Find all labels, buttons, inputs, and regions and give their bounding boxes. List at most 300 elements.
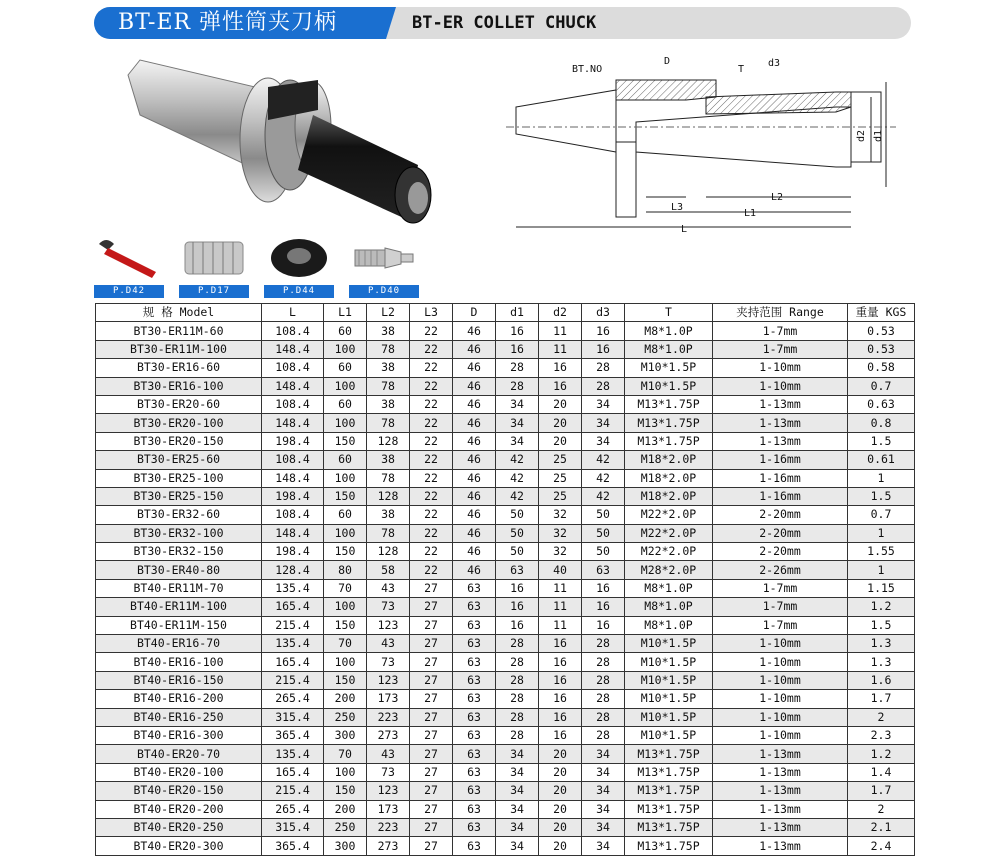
table-cell: 27 bbox=[410, 579, 453, 597]
table-cell: 16 bbox=[539, 653, 582, 671]
table-cell: 16 bbox=[496, 322, 539, 340]
table-cell: 16 bbox=[496, 616, 539, 634]
table-cell: 73 bbox=[367, 653, 410, 671]
table-cell: 34 bbox=[496, 745, 539, 763]
table-cell: 34 bbox=[496, 414, 539, 432]
table-cell: 42 bbox=[496, 469, 539, 487]
table-cell: M13*1.75P bbox=[625, 800, 713, 818]
table-cell: 22 bbox=[410, 524, 453, 542]
table-cell: 1-16mm bbox=[713, 487, 848, 505]
table-row bbox=[96, 395, 915, 413]
table-cell: 1.7 bbox=[848, 690, 915, 708]
table-cell: 250 bbox=[324, 708, 367, 726]
table-cell: 28 bbox=[582, 635, 625, 653]
table-cell: 27 bbox=[410, 837, 453, 855]
table-cell: 273 bbox=[367, 726, 410, 744]
table-row bbox=[96, 487, 915, 505]
table-cell: 1.5 bbox=[848, 487, 915, 505]
table-cell: 148.4 bbox=[262, 377, 324, 395]
table-cell: 34 bbox=[496, 782, 539, 800]
table-cell: 43 bbox=[367, 635, 410, 653]
table-cell: 0.58 bbox=[848, 359, 915, 377]
table-cell: BT40-ER16-70 bbox=[96, 635, 262, 653]
table-cell: M13*1.75P bbox=[625, 837, 713, 855]
label-d2: d2 bbox=[856, 129, 867, 142]
table-cell: BT30-ER25-150 bbox=[96, 487, 262, 505]
table-cell: 25 bbox=[539, 487, 582, 505]
table-cell: 1.3 bbox=[848, 635, 915, 653]
table-cell: 28 bbox=[496, 708, 539, 726]
table-cell: 128 bbox=[367, 432, 410, 450]
table-cell: 42 bbox=[496, 451, 539, 469]
table-cell: 27 bbox=[410, 653, 453, 671]
table-cell: 108.4 bbox=[262, 451, 324, 469]
wrench-icon bbox=[94, 236, 164, 280]
table-cell: 1-7mm bbox=[713, 616, 848, 634]
table-row bbox=[96, 340, 915, 358]
table-cell: 2.1 bbox=[848, 818, 915, 836]
table-cell: 1-16mm bbox=[713, 451, 848, 469]
table-cell: 50 bbox=[496, 524, 539, 542]
table-cell: 63 bbox=[582, 561, 625, 579]
table-cell: 2 bbox=[848, 800, 915, 818]
table-cell: 28 bbox=[582, 377, 625, 395]
table-cell: 100 bbox=[324, 763, 367, 781]
table-cell: BT40-ER16-100 bbox=[96, 653, 262, 671]
table-row bbox=[96, 763, 915, 781]
table-cell: 0.61 bbox=[848, 451, 915, 469]
label-L1: L1 bbox=[744, 208, 757, 219]
table-cell: 27 bbox=[410, 635, 453, 653]
table-row bbox=[96, 837, 915, 855]
table-cell: 34 bbox=[582, 395, 625, 413]
table-cell: 28 bbox=[582, 359, 625, 377]
table-cell: 28 bbox=[496, 377, 539, 395]
table-cell: 42 bbox=[582, 469, 625, 487]
table-cell: 223 bbox=[367, 818, 410, 836]
table-cell: 46 bbox=[453, 359, 496, 377]
table-cell: BT30-ER25-100 bbox=[96, 469, 262, 487]
table-cell: 27 bbox=[410, 745, 453, 763]
table-cell: 22 bbox=[410, 432, 453, 450]
table-cell: 27 bbox=[410, 708, 453, 726]
table-row bbox=[96, 726, 915, 744]
table-cell: 0.63 bbox=[848, 395, 915, 413]
table-cell: 16 bbox=[496, 598, 539, 616]
col-range: 夹持范围 Range bbox=[713, 304, 848, 322]
table-row bbox=[96, 671, 915, 689]
table-cell: BT40-ER11M-100 bbox=[96, 598, 262, 616]
table-cell: M13*1.75P bbox=[625, 395, 713, 413]
table-cell: M13*1.75P bbox=[625, 414, 713, 432]
table-cell: 46 bbox=[453, 487, 496, 505]
label-bt-no: BT.NO bbox=[572, 64, 603, 75]
accessory-wrench: P.D42 bbox=[94, 236, 164, 296]
table-cell: 27 bbox=[410, 671, 453, 689]
table-cell: BT30-ER32-60 bbox=[96, 506, 262, 524]
table-cell: 315.4 bbox=[262, 818, 324, 836]
table-cell: 200 bbox=[324, 690, 367, 708]
table-cell: 273 bbox=[367, 837, 410, 855]
table-cell: 63 bbox=[453, 598, 496, 616]
table-cell: 1.2 bbox=[848, 745, 915, 763]
table-cell: 22 bbox=[410, 395, 453, 413]
table-cell: 198.4 bbox=[262, 543, 324, 561]
nut-icon bbox=[264, 236, 334, 280]
table-cell: 16 bbox=[539, 377, 582, 395]
table-cell: 78 bbox=[367, 377, 410, 395]
table-cell: BT40-ER11M-150 bbox=[96, 616, 262, 634]
table-cell: 16 bbox=[496, 340, 539, 358]
table-cell: 1.6 bbox=[848, 671, 915, 689]
table-cell: 198.4 bbox=[262, 487, 324, 505]
table-cell: M10*1.5P bbox=[625, 359, 713, 377]
table-cell: 50 bbox=[582, 506, 625, 524]
table-cell: M10*1.5P bbox=[625, 690, 713, 708]
table-row bbox=[96, 635, 915, 653]
table-cell: 46 bbox=[453, 506, 496, 524]
table-cell: 20 bbox=[539, 745, 582, 763]
table-cell: 27 bbox=[410, 616, 453, 634]
label-T: T bbox=[738, 64, 745, 75]
table-cell: M8*1.0P bbox=[625, 616, 713, 634]
table-cell: 50 bbox=[582, 543, 625, 561]
table-cell: 1-7mm bbox=[713, 579, 848, 597]
table-cell: 148.4 bbox=[262, 340, 324, 358]
table-cell: 27 bbox=[410, 598, 453, 616]
table-cell: 11 bbox=[539, 598, 582, 616]
table-cell: 16 bbox=[496, 579, 539, 597]
table-cell: 27 bbox=[410, 782, 453, 800]
table-row bbox=[96, 506, 915, 524]
table-cell: 80 bbox=[324, 561, 367, 579]
table-cell: 34 bbox=[582, 414, 625, 432]
table-cell: 0.7 bbox=[848, 377, 915, 395]
table-cell: 0.8 bbox=[848, 414, 915, 432]
table-cell: 16 bbox=[582, 579, 625, 597]
table-cell: BT40-ER20-70 bbox=[96, 745, 262, 763]
table-cell: BT40-ER16-250 bbox=[96, 708, 262, 726]
table-cell: 1-10mm bbox=[713, 708, 848, 726]
col-d3: d3 bbox=[582, 304, 625, 322]
table-cell: 34 bbox=[496, 837, 539, 855]
table-cell: 2-26mm bbox=[713, 561, 848, 579]
table-cell: 34 bbox=[496, 432, 539, 450]
table-cell: 42 bbox=[496, 487, 539, 505]
table-cell: BT40-ER20-100 bbox=[96, 763, 262, 781]
table-cell: 16 bbox=[582, 322, 625, 340]
table-cell: 1.5 bbox=[848, 432, 915, 450]
spec-table bbox=[95, 303, 915, 856]
table-cell: BT30-ER16-100 bbox=[96, 377, 262, 395]
table-cell: 1-10mm bbox=[713, 653, 848, 671]
table-cell: 128 bbox=[367, 543, 410, 561]
table-cell: 1 bbox=[848, 469, 915, 487]
table-cell: M18*2.0P bbox=[625, 469, 713, 487]
table-cell: 22 bbox=[410, 487, 453, 505]
table-cell: 100 bbox=[324, 653, 367, 671]
table-cell: 1.15 bbox=[848, 579, 915, 597]
table-row bbox=[96, 690, 915, 708]
table-cell: 78 bbox=[367, 524, 410, 542]
table-cell: M10*1.5P bbox=[625, 653, 713, 671]
col-weight: 重量 KGS bbox=[848, 304, 915, 322]
table-cell: 1.4 bbox=[848, 763, 915, 781]
table-cell: 0.7 bbox=[848, 506, 915, 524]
table-cell: 27 bbox=[410, 800, 453, 818]
table-cell: 215.4 bbox=[262, 616, 324, 634]
col-d1: d1 bbox=[496, 304, 539, 322]
table-cell: M8*1.0P bbox=[625, 340, 713, 358]
table-cell: M18*2.0P bbox=[625, 451, 713, 469]
table-cell: 1.3 bbox=[848, 653, 915, 671]
table-cell: 215.4 bbox=[262, 782, 324, 800]
table-cell: 1-10mm bbox=[713, 671, 848, 689]
table-cell: 2 bbox=[848, 708, 915, 726]
table-cell: 100 bbox=[324, 414, 367, 432]
table-cell: 22 bbox=[410, 469, 453, 487]
table-cell: 100 bbox=[324, 469, 367, 487]
table-cell: 22 bbox=[410, 506, 453, 524]
table-cell: 1 bbox=[848, 561, 915, 579]
table-cell: M8*1.0P bbox=[625, 598, 713, 616]
table-cell: 46 bbox=[453, 432, 496, 450]
table-cell: BT40-ER16-150 bbox=[96, 671, 262, 689]
col-L1: L1 bbox=[324, 304, 367, 322]
table-cell: 148.4 bbox=[262, 469, 324, 487]
table-cell: 63 bbox=[453, 763, 496, 781]
col-d2: d2 bbox=[539, 304, 582, 322]
table-cell: 46 bbox=[453, 395, 496, 413]
col-model: 规 格 Model bbox=[96, 304, 262, 322]
table-cell: 108.4 bbox=[262, 322, 324, 340]
table-row bbox=[96, 708, 915, 726]
table-cell: 16 bbox=[582, 598, 625, 616]
table-cell: 63 bbox=[453, 635, 496, 653]
table-cell: 198.4 bbox=[262, 432, 324, 450]
table-row bbox=[96, 782, 915, 800]
table-cell: 32 bbox=[539, 524, 582, 542]
table-cell: 38 bbox=[367, 359, 410, 377]
table-cell: BT30-ER25-60 bbox=[96, 451, 262, 469]
table-cell: 28 bbox=[582, 671, 625, 689]
col-L: L bbox=[262, 304, 324, 322]
table-cell: M13*1.75P bbox=[625, 745, 713, 763]
table-cell: 2-20mm bbox=[713, 506, 848, 524]
table-cell: 46 bbox=[453, 414, 496, 432]
table-cell: 22 bbox=[410, 377, 453, 395]
table-cell: 22 bbox=[410, 543, 453, 561]
table-cell: 63 bbox=[453, 782, 496, 800]
table-cell: 1-13mm bbox=[713, 432, 848, 450]
table-cell: 34 bbox=[582, 837, 625, 855]
table-cell: 150 bbox=[324, 616, 367, 634]
table-cell: 1-13mm bbox=[713, 782, 848, 800]
table-cell: 16 bbox=[539, 671, 582, 689]
table-cell: 73 bbox=[367, 598, 410, 616]
table-cell: 73 bbox=[367, 763, 410, 781]
table-cell: 28 bbox=[582, 690, 625, 708]
table-cell: 2-20mm bbox=[713, 543, 848, 561]
table-cell: 58 bbox=[367, 561, 410, 579]
table-cell: 50 bbox=[582, 524, 625, 542]
table-cell: 28 bbox=[582, 726, 625, 744]
table-cell: 165.4 bbox=[262, 763, 324, 781]
table-cell: 63 bbox=[453, 653, 496, 671]
table-cell: 28 bbox=[496, 635, 539, 653]
table-cell: 34 bbox=[496, 818, 539, 836]
table-cell: 27 bbox=[410, 818, 453, 836]
table-header-row bbox=[96, 304, 915, 322]
table-cell: 28 bbox=[496, 671, 539, 689]
table-cell: 0.53 bbox=[848, 322, 915, 340]
table-cell: 63 bbox=[453, 690, 496, 708]
table-cell: 60 bbox=[324, 506, 367, 524]
collet-chuck-photo bbox=[118, 55, 458, 235]
table-cell: 123 bbox=[367, 782, 410, 800]
table-cell: 1-7mm bbox=[713, 322, 848, 340]
table-cell: 1-7mm bbox=[713, 340, 848, 358]
table-cell: M10*1.5P bbox=[625, 671, 713, 689]
table-cell: 2.4 bbox=[848, 837, 915, 855]
table-row bbox=[96, 800, 915, 818]
table-row bbox=[96, 745, 915, 763]
table-row bbox=[96, 579, 915, 597]
table-cell: 16 bbox=[582, 616, 625, 634]
table-cell: 135.4 bbox=[262, 745, 324, 763]
table-cell: 100 bbox=[324, 524, 367, 542]
table-cell: M13*1.75P bbox=[625, 432, 713, 450]
label-d3: d3 bbox=[768, 58, 781, 69]
table-cell: 22 bbox=[410, 561, 453, 579]
table-cell: M28*2.0P bbox=[625, 561, 713, 579]
table-row bbox=[96, 451, 915, 469]
table-cell: 70 bbox=[324, 579, 367, 597]
table-cell: 60 bbox=[324, 451, 367, 469]
table-row bbox=[96, 322, 915, 340]
table-cell: 100 bbox=[324, 340, 367, 358]
table-cell: 46 bbox=[453, 340, 496, 358]
table-cell: 1-10mm bbox=[713, 726, 848, 744]
table-row bbox=[96, 616, 915, 634]
col-L3: L3 bbox=[410, 304, 453, 322]
table-cell: 16 bbox=[539, 726, 582, 744]
table-cell: 1-7mm bbox=[713, 598, 848, 616]
table-cell: 20 bbox=[539, 432, 582, 450]
table-cell: 100 bbox=[324, 598, 367, 616]
table-cell: 150 bbox=[324, 432, 367, 450]
table-cell: 34 bbox=[582, 818, 625, 836]
table-cell: 1 bbox=[848, 524, 915, 542]
table-cell: 315.4 bbox=[262, 708, 324, 726]
table-row bbox=[96, 414, 915, 432]
table-cell: 1-13mm bbox=[713, 818, 848, 836]
accessory-pull-stud: P.D40 bbox=[349, 236, 419, 296]
table-cell: 108.4 bbox=[262, 506, 324, 524]
table-cell: BT30-ER11M-100 bbox=[96, 340, 262, 358]
table-cell: 1-13mm bbox=[713, 763, 848, 781]
table-cell: 215.4 bbox=[262, 671, 324, 689]
table-cell: M13*1.75P bbox=[625, 763, 713, 781]
table-cell: M10*1.5P bbox=[625, 726, 713, 744]
table-cell: 34 bbox=[582, 800, 625, 818]
table-row bbox=[96, 524, 915, 542]
table-cell: 32 bbox=[539, 506, 582, 524]
table-cell: 20 bbox=[539, 782, 582, 800]
table-cell: M8*1.0P bbox=[625, 322, 713, 340]
table-cell: 32 bbox=[539, 543, 582, 561]
pull-stud-icon bbox=[349, 236, 419, 280]
label-d1: d1 bbox=[873, 129, 884, 142]
table-cell: 43 bbox=[367, 579, 410, 597]
table-cell: 43 bbox=[367, 745, 410, 763]
table-cell: 135.4 bbox=[262, 579, 324, 597]
table-row bbox=[96, 653, 915, 671]
table-cell: 50 bbox=[496, 543, 539, 561]
table-cell: 60 bbox=[324, 395, 367, 413]
table-cell: 1-10mm bbox=[713, 377, 848, 395]
table-cell: 0.53 bbox=[848, 340, 915, 358]
table-cell: BT30-ER20-100 bbox=[96, 414, 262, 432]
table-cell: M18*2.0P bbox=[625, 487, 713, 505]
table-cell: 108.4 bbox=[262, 395, 324, 413]
table-cell: 38 bbox=[367, 395, 410, 413]
table-cell: 22 bbox=[410, 451, 453, 469]
table-cell: 108.4 bbox=[262, 359, 324, 377]
table-cell: 16 bbox=[539, 690, 582, 708]
table-cell: M22*2.0P bbox=[625, 524, 713, 542]
table-cell: 150 bbox=[324, 782, 367, 800]
table-cell: 34 bbox=[582, 763, 625, 781]
accessory-collet: P.D17 bbox=[179, 236, 249, 296]
table-cell: BT30-ER20-150 bbox=[96, 432, 262, 450]
table-cell: 46 bbox=[453, 524, 496, 542]
table-cell: 1-10mm bbox=[713, 635, 848, 653]
table-cell: 63 bbox=[453, 616, 496, 634]
table-cell: BT40-ER20-200 bbox=[96, 800, 262, 818]
table-cell: 16 bbox=[539, 359, 582, 377]
table-cell: 365.4 bbox=[262, 837, 324, 855]
table-row bbox=[96, 598, 915, 616]
table-cell: 46 bbox=[453, 469, 496, 487]
table-cell: 28 bbox=[496, 359, 539, 377]
table-cell: M10*1.5P bbox=[625, 377, 713, 395]
table-cell: 1-16mm bbox=[713, 469, 848, 487]
table-cell: BT40-ER20-250 bbox=[96, 818, 262, 836]
table-cell: 128 bbox=[367, 487, 410, 505]
table-cell: 148.4 bbox=[262, 414, 324, 432]
label-D: D bbox=[664, 56, 671, 67]
label-L: L bbox=[681, 224, 688, 235]
table-cell: 123 bbox=[367, 616, 410, 634]
table-cell: 300 bbox=[324, 837, 367, 855]
table-cell: 11 bbox=[539, 579, 582, 597]
table-row bbox=[96, 543, 915, 561]
table-cell: 1.2 bbox=[848, 598, 915, 616]
table-cell: 34 bbox=[582, 432, 625, 450]
table-cell: 1-13mm bbox=[713, 395, 848, 413]
label-L2: L2 bbox=[771, 192, 784, 203]
table-cell: 11 bbox=[539, 616, 582, 634]
table-cell: 50 bbox=[496, 506, 539, 524]
table-cell: 173 bbox=[367, 690, 410, 708]
table-cell: 28 bbox=[582, 708, 625, 726]
table-cell: 300 bbox=[324, 726, 367, 744]
table-cell: 2.3 bbox=[848, 726, 915, 744]
table-cell: 25 bbox=[539, 469, 582, 487]
table-cell: 28 bbox=[582, 653, 625, 671]
table-cell: 250 bbox=[324, 818, 367, 836]
